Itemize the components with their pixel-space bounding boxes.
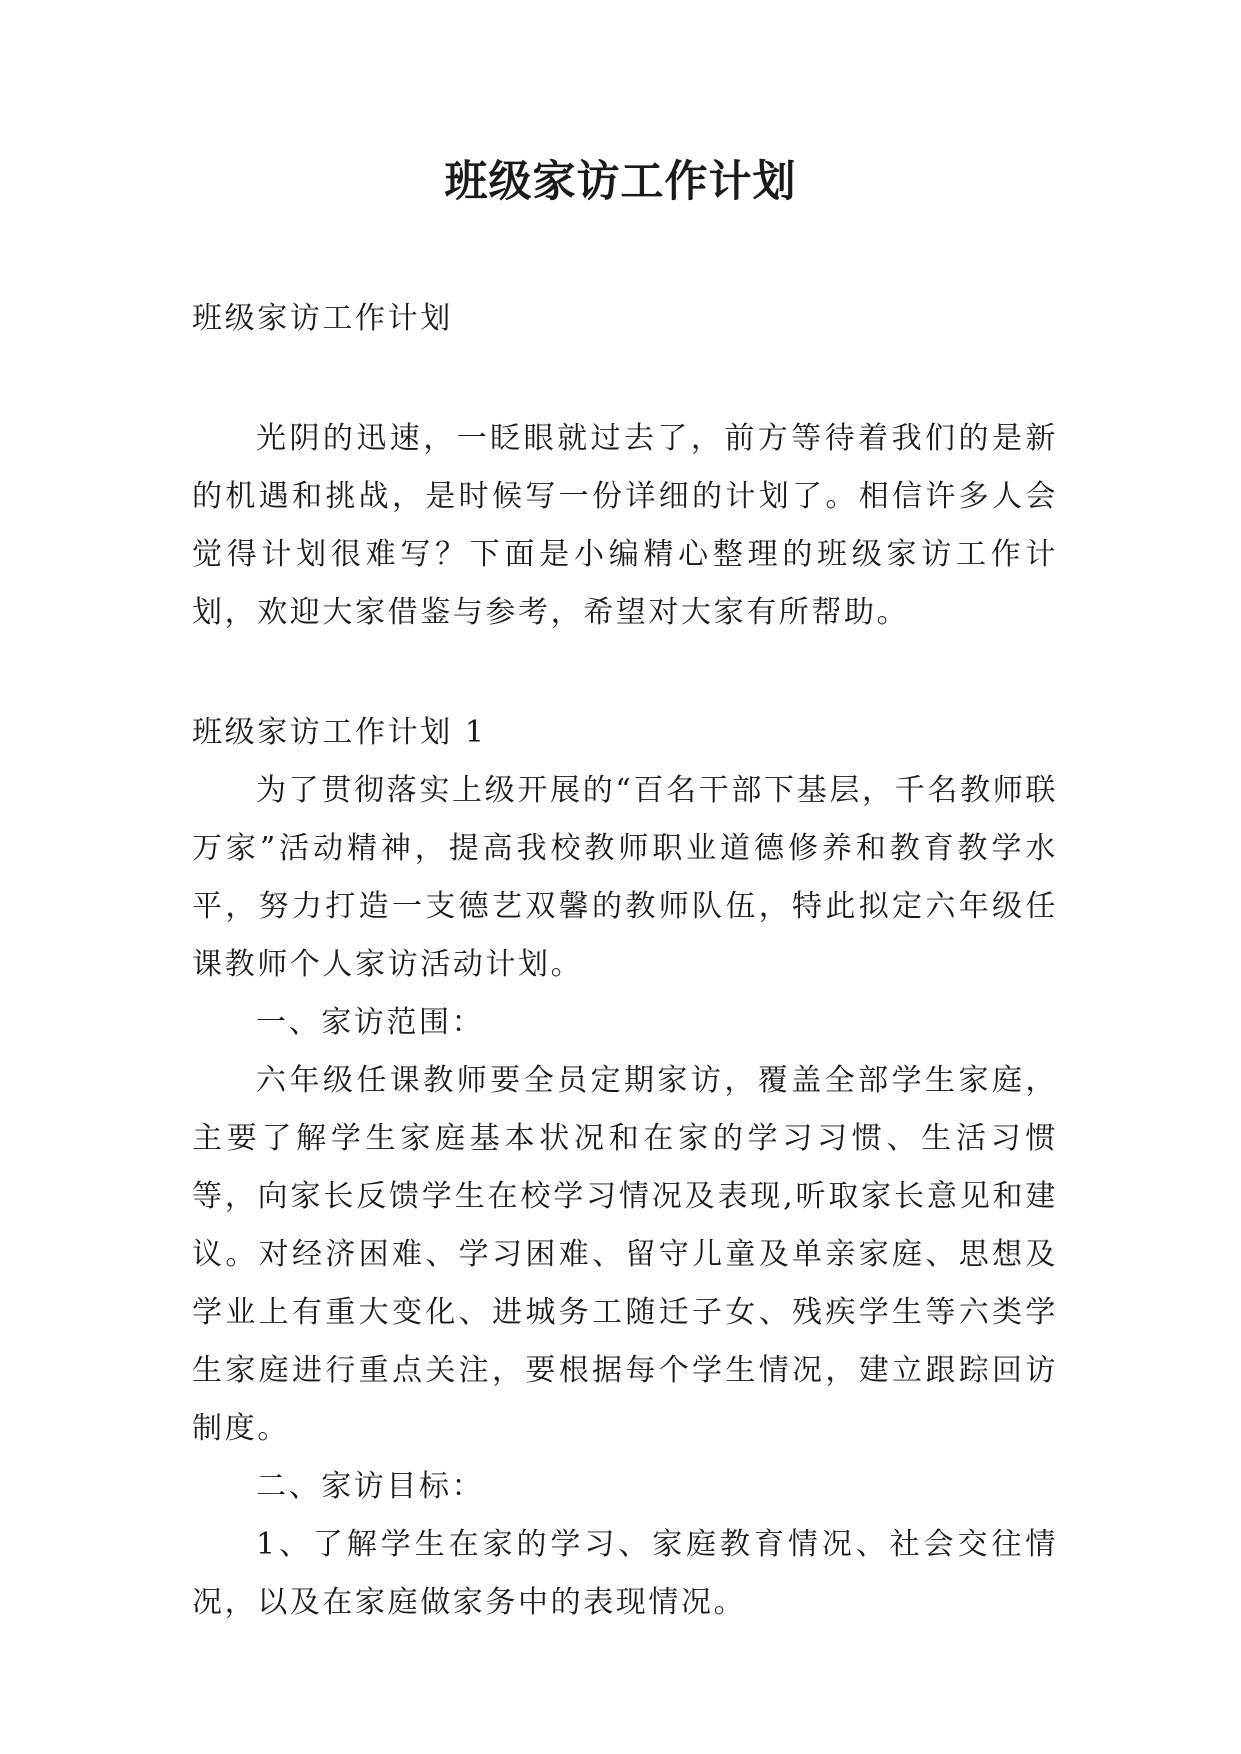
paragraph: 六年级任课教师要全员定期家访，覆盖全部学生家庭，主要了解学生家庭基本状况和在家的学习习惯、生活习惯等，向家长反馈学生在校学习情况及表现,听取家长意见和建议。对经济困难、学习困难、留守儿童及单亲家庭、思想及学业上有重大变化、进城务工随迁子女、残疾学生等六类学生家庭进行重点关注，要根据每个学生情况，建立跟踪回访制度。 xyxy=(192,1063,1058,1446)
heading-goals: 二、家访目标： xyxy=(256,1469,485,1504)
intro-paragraph: 光阴的迅速，一眨眼就过去了，前方等待着我们的是新的机遇和挑战，是时候写一份详细的计划了。相信许多人会觉得计划很难写？下面是小编精心整理的班级家访工作计划，欢迎大家借鉴与参考，希望对大家有所帮助。 xyxy=(192,421,1058,630)
document-body xyxy=(192,290,1058,1632)
paragraph: 1、了解学生在家的学习、家庭教育情况、社会交往情况，以及在家庭做家务中的表现情况。 xyxy=(192,1527,1058,1620)
document-title: 班级家访工作计划 xyxy=(444,157,797,207)
paragraph: 为了贯彻落实上级开展的“百名干部下基层，千名教师联万家”活动精神，提高我校教师职业道德修养和教育教学水平，努力打造一支德艺双馨的教师队伍，特此拟定六年级任课教师个人家访活动计划。 xyxy=(192,773,1058,982)
heading-scope: 一、家访范围： xyxy=(256,1005,485,1040)
section-title: 班级家访工作计划 1 xyxy=(192,715,487,750)
document-subtitle: 班级家访工作计划 xyxy=(192,301,453,336)
